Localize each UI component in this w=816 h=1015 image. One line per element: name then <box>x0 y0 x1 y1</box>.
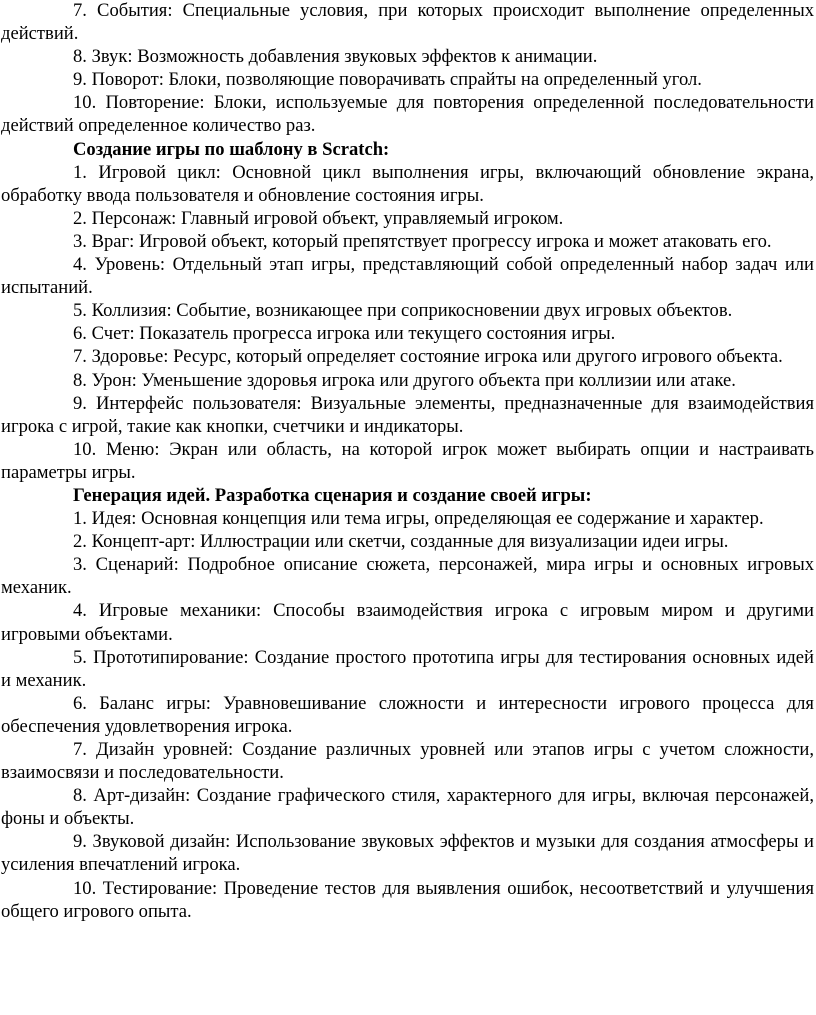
paragraph-score: 6. Счет: Показатель прогресса игрока или текущего состояния игры. <box>73 323 616 345</box>
paragraph-sound: 8. Звук: Возможность добавления звуковых эффектов к анимации. <box>73 46 598 68</box>
paragraph-concept-art: 2. Концепт-арт: Иллюстрации или скетчи, созданные для визуализации идеи игры. <box>73 531 729 553</box>
paragraph-level: 4. Уровень: Отдельный этап игры, представляющий собой определенный набор задач или испытаний. <box>1 254 814 299</box>
paragraph-level-design: 7. Дизайн уровней: Создание различных уровней или этапов игры с учетом сложности, взаимосвязи и последовательности. <box>1 739 814 784</box>
paragraph-art-design: 8. Арт-дизайн: Создание графического стиля, характерного для игры, включая персонажей, фоны и объекты. <box>1 785 814 830</box>
paragraph-idea: 1. Идея: Основная концепция или тема игры, определяющая ее содержание и характер. <box>73 508 764 530</box>
paragraph-enemy: 3. Враг: Игровой объект, который препятствует прогрессу игрока и может атаковать его. <box>73 230 772 252</box>
paragraph-rotation: 9. Поворот: Блоки, позволяющие поворачивать спрайты на определенный угол. <box>73 69 702 91</box>
paragraph-character: 2. Персонаж: Главный игровой объект, управляемый игроком. <box>73 207 564 229</box>
paragraph-collision: 5. Коллизия: Событие, возникающее при соприкосновении двух игровых объектов. <box>73 300 733 322</box>
paragraph-game-balance: 6. Баланс игры: Уравновешивание сложности и интересности игрового процесса для обеспечения удовлетворения игрока. <box>1 692 814 737</box>
paragraph-events: 7. События: Специальные условия, при которых происходит выполнение определенных действий. <box>1 0 814 45</box>
paragraph-user-interface: 9. Интерфейс пользователя: Визуальные элементы, предназначенные для взаимодействия игрока с игрой, такие как кнопки, счетчики и индикаторы. <box>1 392 814 437</box>
paragraph-menu: 10. Меню: Экран или область, на которой игрок может выбирать опции и настраивать параметры игры. <box>1 438 814 483</box>
paragraph-scenario: 3. Сценарий: Подробное описание сюжета, персонажей, мира игры и основных игровых механик. <box>1 554 814 599</box>
section-heading-scratch-template: Создание игры по шаблону в Scratch: <box>73 138 390 160</box>
paragraph-testing: 10. Тестирование: Проведение тестов для выявления ошибок, несоответствий и улучшения общего игрового опыта. <box>1 877 814 922</box>
paragraph-damage: 8. Урон: Уменьшение здоровья игрока или другого объекта при коллизии или атаке. <box>73 369 736 391</box>
section-heading-idea-generation: Генерация идей. Разработка сценария и создание своей игры: <box>73 484 592 506</box>
paragraph-health: 7. Здоровье: Ресурс, который определяет состояние игрока или другого игрового объекта. <box>73 346 783 368</box>
paragraph-sound-design: 9. Звуковой дизайн: Использование звуковых эффектов и музыки для создания атмосферы и усиления впечатлений игрока. <box>1 831 814 876</box>
paragraph-prototyping: 5. Прототипирование: Создание простого прототипа игры для тестирования основных идей и механик. <box>1 646 814 691</box>
paragraph-game-mechanics: 4. Игровые механики: Способы взаимодействия игрока с игровым миром и другими игровыми объектами. <box>1 600 814 645</box>
paragraph-repeat: 10. Повторение: Блоки, используемые для повторения определенной последовательности действий определенное количество раз. <box>1 92 814 137</box>
paragraph-game-loop: 1. Игровой цикл: Основной цикл выполнения игры, включающий обновление экрана, обработку ввода пользователя и обновление состояния игры. <box>1 161 814 206</box>
